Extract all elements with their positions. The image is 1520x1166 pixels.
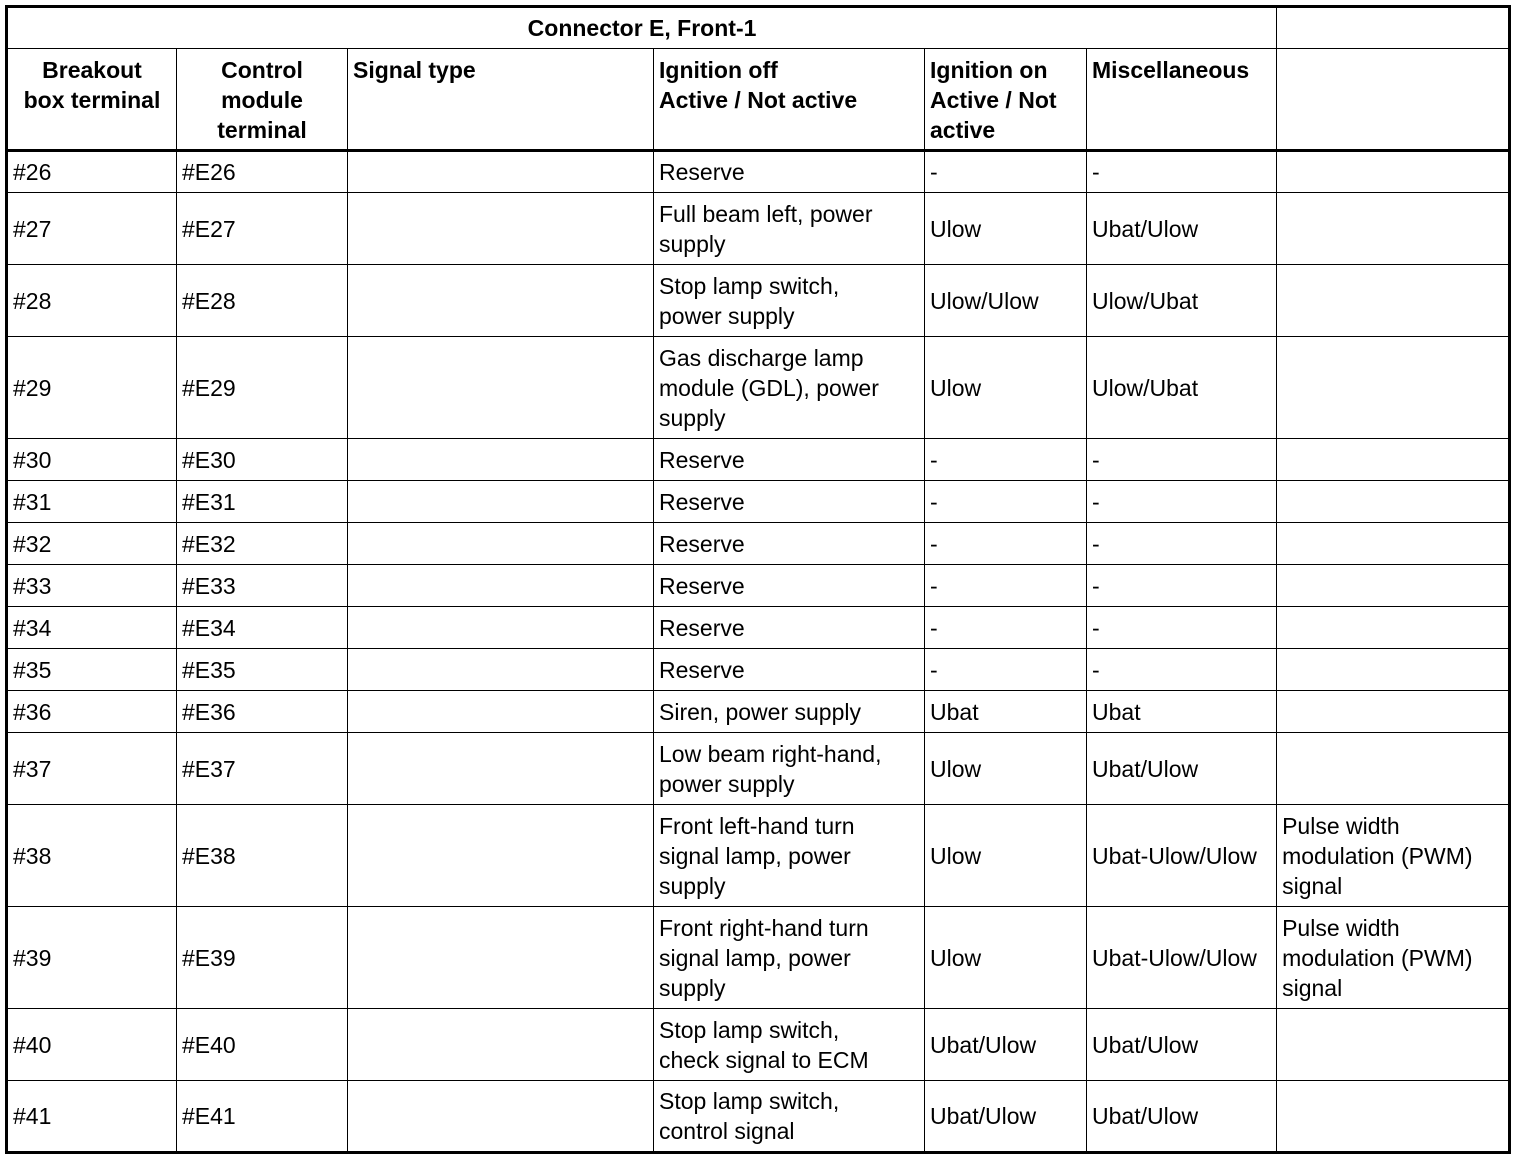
cell-extra bbox=[1277, 523, 1510, 565]
cell-ignition-off: Reserve bbox=[654, 565, 925, 607]
cell-breakout-terminal: #29 bbox=[7, 337, 177, 439]
cell-signal-type bbox=[348, 439, 654, 481]
cell-breakout-terminal: #33 bbox=[7, 565, 177, 607]
header-ignition-on: Ignition on Active / Not active bbox=[925, 49, 1087, 151]
cell-extra bbox=[1277, 265, 1510, 337]
cell-control-module-terminal: #E36 bbox=[177, 691, 348, 733]
table-row bbox=[7, 691, 1510, 733]
cell-ignition-on: Ulow bbox=[925, 733, 1087, 805]
cell-ignition-on: - bbox=[925, 565, 1087, 607]
cell-ignition-on: Ubat/Ulow bbox=[925, 1009, 1087, 1081]
cell-signal-type bbox=[348, 907, 654, 1009]
cell-miscellaneous: Ubat/Ulow bbox=[1087, 1081, 1277, 1153]
header-extra bbox=[1277, 49, 1510, 151]
cell-miscellaneous: - bbox=[1087, 607, 1277, 649]
title-extra-cell bbox=[1277, 7, 1510, 49]
cell-ignition-off: Reserve bbox=[654, 649, 925, 691]
cell-signal-type bbox=[348, 481, 654, 523]
cell-ignition-off: Low beam right-hand, power supply bbox=[654, 733, 925, 805]
cell-control-module-terminal: #E28 bbox=[177, 265, 348, 337]
cell-control-module-terminal: #E41 bbox=[177, 1081, 348, 1153]
cell-control-module-terminal: #E29 bbox=[177, 337, 348, 439]
title-row bbox=[7, 7, 1510, 49]
cell-breakout-terminal: #30 bbox=[7, 439, 177, 481]
cell-ignition-on: - bbox=[925, 607, 1087, 649]
cell-miscellaneous: - bbox=[1087, 439, 1277, 481]
cell-ignition-on: - bbox=[925, 649, 1087, 691]
cell-extra bbox=[1277, 481, 1510, 523]
cell-ignition-on: - bbox=[925, 481, 1087, 523]
connector-table bbox=[5, 5, 1511, 1154]
cell-signal-type bbox=[348, 1081, 654, 1153]
header-row bbox=[7, 49, 1510, 151]
cell-ignition-off: Gas discharge lamp module (GDL), power supply bbox=[654, 337, 925, 439]
cell-breakout-terminal: #39 bbox=[7, 907, 177, 1009]
cell-control-module-terminal: #E34 bbox=[177, 607, 348, 649]
cell-ignition-on: Ulow bbox=[925, 907, 1087, 1009]
cell-miscellaneous: - bbox=[1087, 523, 1277, 565]
header-miscellaneous: Miscellaneous bbox=[1087, 49, 1277, 151]
cell-extra bbox=[1277, 337, 1510, 439]
cell-extra: Pulse width modulation (PWM) signal bbox=[1277, 805, 1510, 907]
cell-ignition-off: Siren, power supply bbox=[654, 691, 925, 733]
cell-breakout-terminal: #32 bbox=[7, 523, 177, 565]
cell-extra: Pulse width modulation (PWM) signal bbox=[1277, 907, 1510, 1009]
cell-control-module-terminal: #E40 bbox=[177, 1009, 348, 1081]
cell-miscellaneous: Ubat-Ulow/Ulow bbox=[1087, 805, 1277, 907]
table-row bbox=[7, 565, 1510, 607]
cell-ignition-off: Reserve bbox=[654, 481, 925, 523]
cell-breakout-terminal: #26 bbox=[7, 151, 177, 193]
cell-signal-type bbox=[348, 193, 654, 265]
cell-ignition-on: Ubat/Ulow bbox=[925, 1081, 1087, 1153]
cell-breakout-terminal: #35 bbox=[7, 649, 177, 691]
cell-extra bbox=[1277, 691, 1510, 733]
header-signal-type: Signal type bbox=[348, 49, 654, 151]
cell-miscellaneous: Ubat/Ulow bbox=[1087, 1009, 1277, 1081]
table-title: Connector E, Front-1 bbox=[7, 7, 1277, 49]
cell-miscellaneous: Ubat/Ulow bbox=[1087, 193, 1277, 265]
cell-ignition-off: Stop lamp switch, check signal to ECM bbox=[654, 1009, 925, 1081]
table-body bbox=[7, 151, 1510, 1153]
cell-extra bbox=[1277, 151, 1510, 193]
cell-ignition-off: Stop lamp switch, control signal bbox=[654, 1081, 925, 1153]
cell-extra bbox=[1277, 1009, 1510, 1081]
cell-miscellaneous: Ubat bbox=[1087, 691, 1277, 733]
table-row bbox=[7, 805, 1510, 907]
cell-ignition-on: Ulow bbox=[925, 337, 1087, 439]
cell-control-module-terminal: #E33 bbox=[177, 565, 348, 607]
cell-control-module-terminal: #E37 bbox=[177, 733, 348, 805]
cell-ignition-on: - bbox=[925, 523, 1087, 565]
cell-extra bbox=[1277, 733, 1510, 805]
cell-extra bbox=[1277, 565, 1510, 607]
cell-extra bbox=[1277, 439, 1510, 481]
cell-signal-type bbox=[348, 151, 654, 193]
cell-ignition-on: - bbox=[925, 439, 1087, 481]
cell-ignition-off: Front right-hand turn signal lamp, power supply bbox=[654, 907, 925, 1009]
cell-extra bbox=[1277, 193, 1510, 265]
table-row bbox=[7, 733, 1510, 805]
cell-control-module-terminal: #E35 bbox=[177, 649, 348, 691]
cell-ignition-on: Ulow bbox=[925, 193, 1087, 265]
cell-breakout-terminal: #41 bbox=[7, 1081, 177, 1153]
cell-ignition-off: Front left-hand turn signal lamp, power supply bbox=[654, 805, 925, 907]
cell-ignition-on: - bbox=[925, 151, 1087, 193]
table-row bbox=[7, 151, 1510, 193]
header-breakout: Breakout box terminal bbox=[7, 49, 177, 151]
cell-signal-type bbox=[348, 805, 654, 907]
table-row bbox=[7, 607, 1510, 649]
cell-signal-type bbox=[348, 649, 654, 691]
table-row bbox=[7, 439, 1510, 481]
table-row bbox=[7, 337, 1510, 439]
cell-ignition-off: Reserve bbox=[654, 523, 925, 565]
cell-signal-type bbox=[348, 265, 654, 337]
cell-control-module-terminal: #E30 bbox=[177, 439, 348, 481]
cell-control-module-terminal: #E31 bbox=[177, 481, 348, 523]
cell-miscellaneous: Ubat/Ulow bbox=[1087, 733, 1277, 805]
cell-ignition-on: Ulow/Ulow bbox=[925, 265, 1087, 337]
table-row bbox=[7, 265, 1510, 337]
cell-ignition-on: Ulow bbox=[925, 805, 1087, 907]
table-row bbox=[7, 523, 1510, 565]
cell-breakout-terminal: #38 bbox=[7, 805, 177, 907]
cell-ignition-off: Reserve bbox=[654, 151, 925, 193]
cell-control-module-terminal: #E39 bbox=[177, 907, 348, 1009]
cell-signal-type bbox=[348, 337, 654, 439]
cell-signal-type bbox=[348, 733, 654, 805]
table-row bbox=[7, 1009, 1510, 1081]
cell-control-module-terminal: #E27 bbox=[177, 193, 348, 265]
header-ignition-off: Ignition off Active / Not active bbox=[654, 49, 925, 151]
cell-miscellaneous: Ulow/Ubat bbox=[1087, 265, 1277, 337]
cell-miscellaneous: - bbox=[1087, 649, 1277, 691]
cell-ignition-off: Full beam left, power supply bbox=[654, 193, 925, 265]
cell-extra bbox=[1277, 649, 1510, 691]
cell-miscellaneous: - bbox=[1087, 565, 1277, 607]
table-row bbox=[7, 481, 1510, 523]
cell-breakout-terminal: #40 bbox=[7, 1009, 177, 1081]
cell-control-module-terminal: #E32 bbox=[177, 523, 348, 565]
cell-ignition-on: Ubat bbox=[925, 691, 1087, 733]
table-row bbox=[7, 193, 1510, 265]
cell-ignition-off: Reserve bbox=[654, 439, 925, 481]
cell-breakout-terminal: #37 bbox=[7, 733, 177, 805]
cell-miscellaneous: - bbox=[1087, 151, 1277, 193]
cell-control-module-terminal: #E26 bbox=[177, 151, 348, 193]
cell-breakout-terminal: #27 bbox=[7, 193, 177, 265]
cell-extra bbox=[1277, 607, 1510, 649]
cell-ignition-off: Stop lamp switch, power supply bbox=[654, 265, 925, 337]
cell-breakout-terminal: #31 bbox=[7, 481, 177, 523]
cell-miscellaneous: Ubat-Ulow/Ulow bbox=[1087, 907, 1277, 1009]
cell-miscellaneous: - bbox=[1087, 481, 1277, 523]
header-control: Control module terminal bbox=[177, 49, 348, 151]
table-row bbox=[7, 1081, 1510, 1153]
table-row bbox=[7, 907, 1510, 1009]
cell-control-module-terminal: #E38 bbox=[177, 805, 348, 907]
cell-signal-type bbox=[348, 1009, 654, 1081]
cell-signal-type bbox=[348, 607, 654, 649]
cell-breakout-terminal: #28 bbox=[7, 265, 177, 337]
cell-breakout-terminal: #34 bbox=[7, 607, 177, 649]
cell-signal-type bbox=[348, 691, 654, 733]
cell-miscellaneous: Ulow/Ubat bbox=[1087, 337, 1277, 439]
cell-extra bbox=[1277, 1081, 1510, 1153]
cell-signal-type bbox=[348, 523, 654, 565]
cell-breakout-terminal: #36 bbox=[7, 691, 177, 733]
cell-ignition-off: Reserve bbox=[654, 607, 925, 649]
table-row bbox=[7, 649, 1510, 691]
cell-signal-type bbox=[348, 565, 654, 607]
